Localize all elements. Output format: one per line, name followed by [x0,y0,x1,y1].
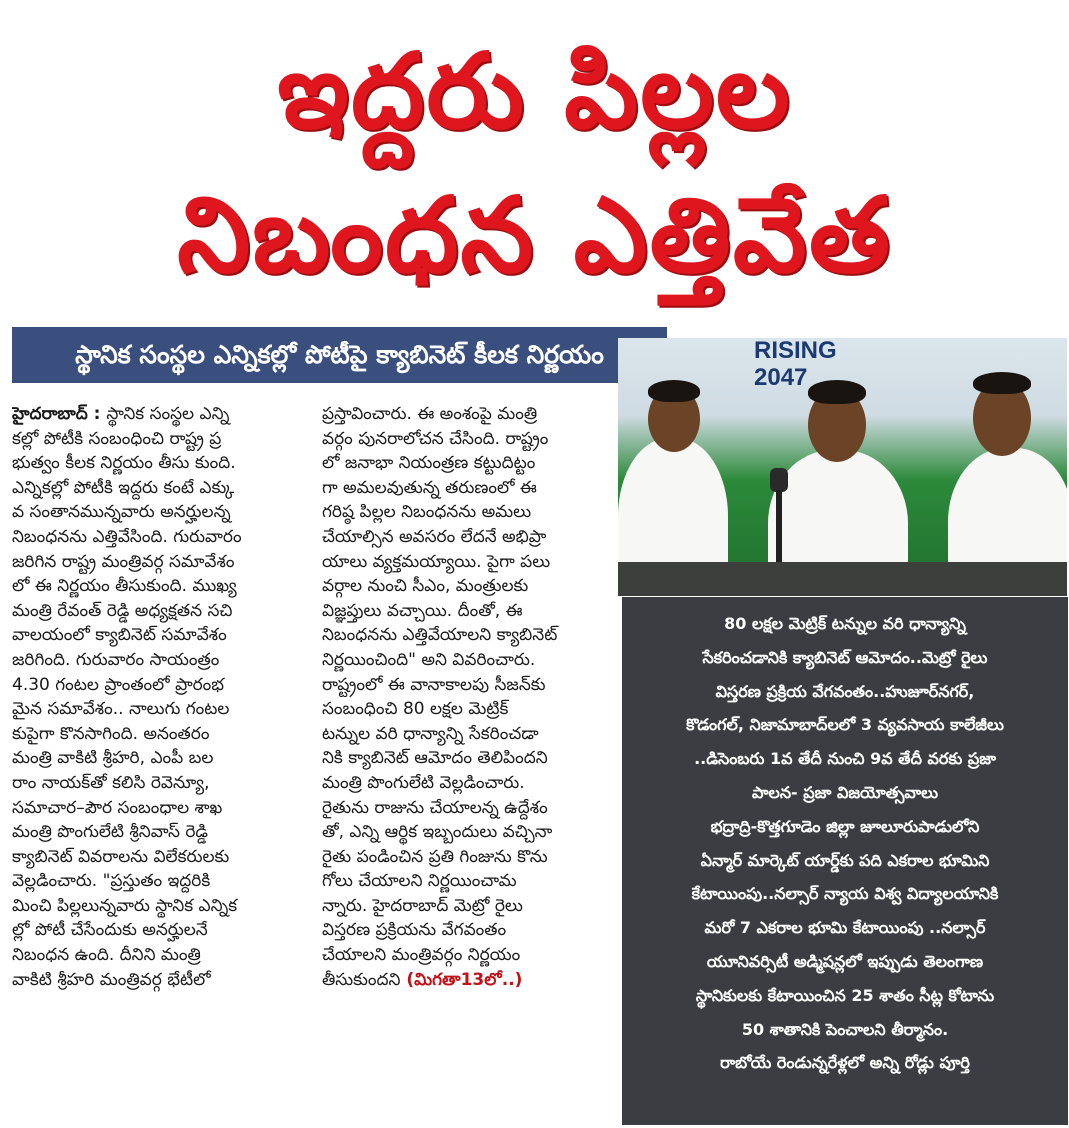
article-line: మైన సమావేశం.. నాలుగు గంటల [12,699,230,720]
article-line: గరిష్ఠ పిల్లల నిబంధనను అమలు [322,502,532,523]
highlight-line: 80 లక్షల మెట్రిక్ టన్నుల వరి ధాన్యాన్ని [724,614,966,633]
article-line [12,402,307,427]
article-line: విస్తరణ ప్రక్రియను వేగవంతం [322,920,507,941]
highlight-line: భద్రాద్రి-కొత్తగూడెం జిల్లా జూలూరుపాడులోని [710,816,980,836]
subheadline-text: స్థానిక సంస్థల ఎన్నికల్లో పోటీపై క్యాబినెట్ కీలక నిర్ణయం [75,340,604,369]
news-photo [618,338,1067,596]
press-table [618,562,1067,596]
article-line: మంత్రి పొంగులేటి శ్రీనివాస్ రెడ్డి [12,822,208,843]
person-right-hair [973,372,1031,394]
microphone-stand [776,490,782,570]
article-line: తో, ఎన్ని ఆర్థిక ఇబ్బందులు వచ్చినా [322,822,553,843]
article-line: చేయాలని మంత్రివర్గం నిర్ణయం [322,945,521,966]
highlight-line: కేటాయింపు..నల్సార్ న్యాయ విశ్వ విద్యాలయానికి [691,884,999,904]
microphone-icon [770,468,788,492]
highlight-line: ఏన్మార్ మార్కెట్ యార్డ్‌కు పది ఎకరాల భూమిని [700,850,990,870]
article-line: చేయాల్సిన అవసరం లేదనే అభిప్రా [322,526,547,547]
article-line: సంబంధించి 80 లక్షల మెట్రిక్ [322,699,509,720]
highlight-line: 50 శాతానికి పెంచాలని తీర్మానం. [741,1019,949,1039]
highlight-line: యూనివర్సిటీ అడ్మిషన్లలో ఇప్పుడు తెలంగాణ [706,952,984,971]
article-line: రాష్ట్రంలో ఈ వానాకాలపు సీజన్‌కు [322,674,546,695]
article-line: వాలయంలో క్యాబినెట్ సమావేశం [12,625,227,646]
article-line: యాలు వ్యక్తమయ్యాయి. పైగా పలు [322,551,551,572]
subheadline-bar [12,327,667,383]
highlight-line: స్థానికులకు కేటాయించిన 25 శాతం సీట్ల కోటాను [695,985,995,1005]
article-line: ల్లో పోటీ చేసేందుకు అనర్హులనే [12,920,208,941]
article-line: గా అమలవుతున్న తరుణంలో ఈ [322,477,537,498]
highlights-box [622,597,1068,1125]
article-line: నిబంధనను ఎత్తివేయాలని క్యాబినెట్ [322,625,558,646]
article-line: రాం నాయక్‌తో కలిసి రెవెన్యూ, [12,772,210,793]
article-line: వర్గాల నుంచి సీఎం, మంత్రులకు [322,576,529,597]
article-line: మంత్రి వాకిటి శ్రీహరి, ఎంపీ బల [12,748,214,769]
article-line: వ సంతానమున్నవారు అనర్హులన్న [12,502,231,523]
article-line: నిర్ణయించింది" అని వివరించారు. [322,649,536,670]
highlight-line: ..డిసెంబరు 1వ తేదీ నుంచి 9వ తేదీ వరకు ప్రజా [694,749,996,769]
photo-banner-year: 2047 [754,364,808,391]
highlight-line: పాలన- ప్రజా విజయోత్సవాలు [751,783,938,802]
article-line: నికి క్యాబినెట్ ఆమోదం తెలిపిందని [322,748,548,769]
person-center-hair [808,380,866,404]
article-line: జరిగింది. గురువారం సాయంత్రం [12,649,220,670]
article-line: తీసుకుందని (మిగతా13లో..) [322,969,523,990]
article-line: కుపైగా కొనసాగింది. అనంతరం [12,723,210,744]
person-left-hair [648,380,700,402]
article-line: వాకిటి శ్రీహరి మంత్రివర్గ భేటీలో [12,969,211,990]
highlight-line: కొడంగల్, నిజామాబాద్‌లలో 3 వ్యవసాయ కాలేజీలు [686,715,1004,735]
article-line: కల్లో పోటీకి సంబంధించి రాష్ట్ర ప్ర [12,428,222,449]
article-column-2 [322,402,614,992]
highlight-line: మరో 7 ఎకరాల భూమి కేటాయింపు ..నల్సార్ [704,918,986,938]
photo-banner-text: RISING [754,338,837,364]
article-line: వెల్లడించారు. "ప్రస్తుతం ఇద్దరికి [12,871,211,892]
highlight-line: సేకరించడానికి క్యాబినెట్ ఆమోదం..మెట్రో రైలు [702,647,988,667]
article-line: భుత్వం కీలక నిర్ణయం తీసు కుంది. [12,453,236,474]
article-line: సమాచార–పౌర సంబంధాల శాఖ [12,797,223,818]
article-line: వర్గం పునరాలోచన చేసింది. రాష్ట్రం [322,428,549,449]
headline-line-1: ఇద్దరు పిల్లల [277,30,792,152]
article-line: ఎన్నికల్లో పోటీకి ఇద్దరు కంటే ఎక్కు [12,477,235,498]
article-line: గోలు చేయాలని నిర్ణయించామ [322,871,517,892]
article-line: మించి పిల్లలున్నవారు స్థానిక ఎన్నిక [12,895,238,916]
article-line: టన్నుల వరి ధాన్యాన్ని సేకరించడా [322,723,539,744]
article-line: మంత్రి రేవంత్ రెడ్డి అధ్యక్షతన సచి [12,600,233,621]
article-line: లో జనాభా నియంత్రణ కట్టుదిట్టం [322,453,536,474]
highlight-line: విస్తరణ ప్రక్రియ వేగవంతం..హుజూర్‌నగర్, [715,681,975,701]
article-line: రైతును రాజును చేయాలన్న ఉద్దేశం [322,797,548,818]
article-column-1 [12,402,307,992]
article-text: స్థానిక సంస్థల ఎన్ని [106,404,230,424]
article-line: నిబంధన ఉంది. దీనిని మంత్రి [12,945,201,966]
article-line: విజ్ఞప్తులు వచ్చాయి. దీంతో, ఈ [322,600,523,621]
article-line: క్యాబినెట్ వివరాలను విలేకరులకు [12,846,230,867]
article-line: లో ఈ నిర్ణయం తీసుకుంది. ముఖ్య [12,576,237,597]
article-line: జరిగిన రాష్ట్ర మంత్రివర్గ సమావేశం [12,551,235,572]
article-line: రైతు పండించిన ప్రతి గింజును కొను [322,846,548,867]
dateline: హైదరాబాద్ : [12,404,107,424]
headline-line-2: నిబంధన ఎత్తివేత [177,174,892,296]
article-line: ప్రస్తావించారు. ఈ అంశంపై మంత్రి [322,404,538,424]
highlight-line: రాబోయే రెండున్నరేళ్లలో అన్ని రోడ్లు పూర్తి [720,1053,970,1073]
article-line: మంత్రి పొంగులేటి వెల్లడించారు. [322,772,525,793]
article-line: 4.30 గంటల ప్రాంతంలో ప్రారంభ [12,674,225,695]
article-line: నిబంధనను ఎత్తివేసింది. గురువారం [12,526,242,547]
continued-marker: (మిగతా13లో..) [400,969,523,990]
article-line: న్నారు. హైదరాబాద్ మెట్రో రైలు [322,895,523,916]
